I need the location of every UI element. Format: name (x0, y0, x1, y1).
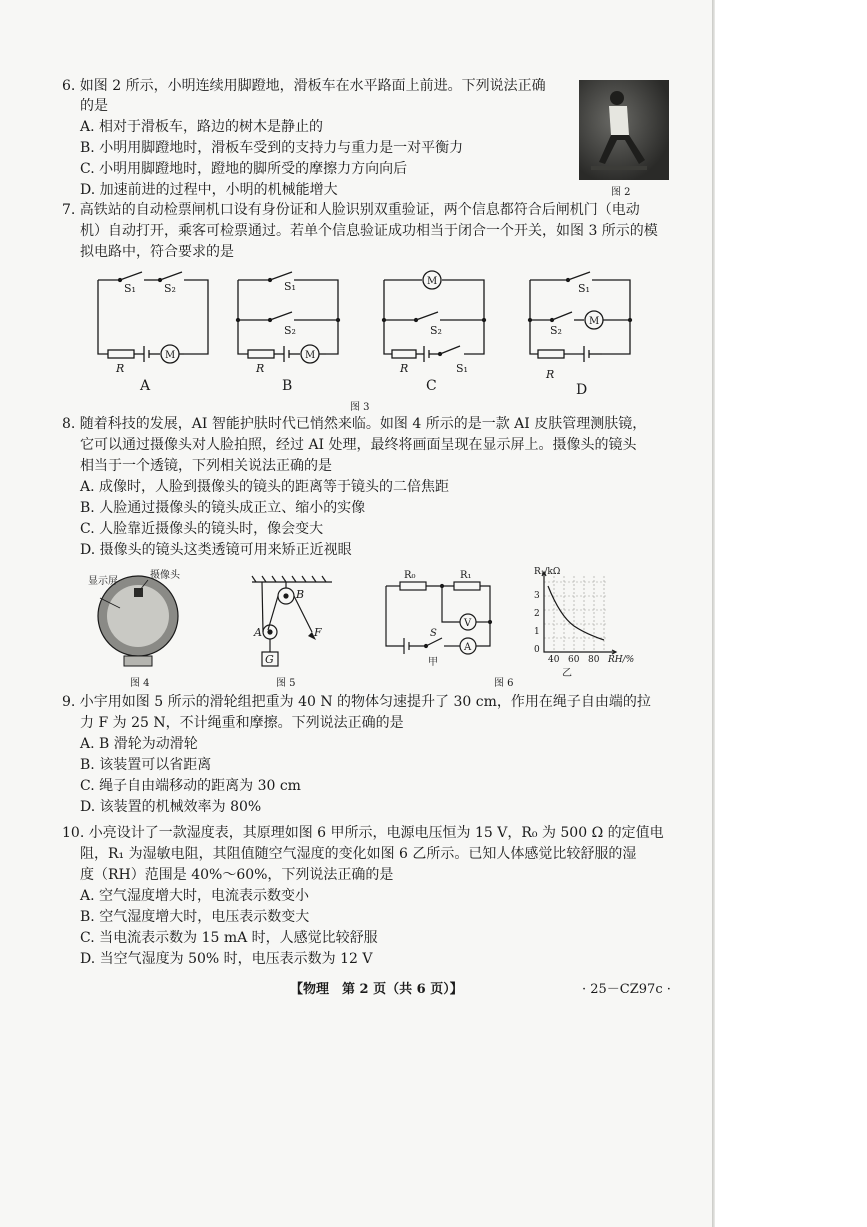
q8-stem-line1: 8. 随着科技的发展，AI 智能护肤时代已悄然来临。如图 4 所示的是一款 AI 皮肤管理测肤镜， (62, 416, 647, 432)
q6-stem-line2: 的是 (80, 98, 108, 114)
q9-option-b: B. 该装置可以省距离 (80, 757, 212, 773)
fig5-caption: 图 5 (276, 678, 296, 689)
circuit-b-label: B (282, 378, 293, 394)
q8-option-d: D. 摄像头的镜头这类透镜可用来矫正近视眼 (80, 542, 352, 558)
q10-option-b: B. 空气湿度增大时，电压表示数变大 (80, 909, 310, 925)
circuit-a-label: A (140, 378, 151, 394)
fig5-label-b: B (296, 588, 305, 601)
q7-stem-line3: 拟电路中，符合要求的是 (80, 244, 234, 260)
circuit-b-s1: S₁ (284, 280, 296, 293)
circuit-c-label: C (426, 378, 437, 394)
circuit-b-motor: M (305, 350, 316, 361)
circuit-a-s2: S₂ (164, 282, 176, 295)
q10-stem-line2: 阻，R₁ 为湿敏电阻，其阻值随空气湿度的变化如图 6 乙所示。已知人体感觉比较舒服的湿 (80, 846, 637, 862)
circuit-d-label: D (576, 382, 588, 398)
q9-option-c: C. 绳子自由端移动的距离为 30 cm (80, 778, 301, 794)
q8-option-b: B. 人脸通过摄像头的镜头成正立、缩小的实像 (80, 500, 366, 516)
q6-stem-line1: 6. 如图 2 所示，小明连续用脚蹬地，滑板车在水平路面上前进。下列说法正确 (62, 78, 546, 94)
graph-ytick-2: 2 (534, 609, 540, 619)
circuit-c-s1: S₁ (456, 362, 468, 375)
circuit-c-motor: M (427, 276, 438, 287)
skateboard-photo (579, 80, 669, 180)
q8-option-c: C. 人脸靠近摄像头的镜头时，像会变大 (80, 521, 324, 537)
q7-stem-line2: 机）自动打开，乘客可检票通过。若单个信息验证成功相当于闭合一个开关，如图 3 所示的模 (80, 223, 658, 239)
fig6-ammeter-label: A (464, 642, 472, 653)
q9-stem-line2: 力 F 为 25 N，不计绳重和摩擦。下列说法正确的是 (80, 715, 404, 731)
humidity-curve (548, 586, 604, 640)
circuit-b-r: R (256, 362, 265, 375)
graph-xtick-40: 40 (548, 655, 560, 665)
fig6-jia-label: 甲 (428, 657, 438, 666)
q6-option-c: C. 小明用脚蹬地时，蹬地的脚所受的摩擦力方向向后 (80, 161, 408, 177)
q8-stem-line2: 它可以通过摄像头对人脸拍照，经过 AI 处理，最终将画面呈现在显示屏上。摄像头的镜头 (80, 437, 637, 453)
scan-margin (712, 0, 867, 1227)
q10-option-c: C. 当电流表示数为 15 mA 时，人感觉比较舒服 (80, 930, 378, 946)
graph-ytick-1: 1 (534, 627, 540, 637)
q6-option-d: D. 加速前进的过程中，小明的机械能增大 (80, 182, 338, 198)
graph-ytick-3: 3 (534, 591, 540, 601)
fig4-camera-label: 摄像头 (150, 570, 180, 581)
circuit-a (98, 272, 208, 363)
circuit-d-s2: S₂ (550, 324, 562, 337)
scan-shadow (712, 0, 715, 1227)
circuit-d-r: R (546, 368, 555, 381)
q10-stem-line1: 10. 小亮设计了一款湿度表，其原理如图 6 甲所示，电源电压恒为 15 V，R₀ 为 500 Ω 的定值电 (62, 825, 664, 841)
q8-option-a: A. 成像时，人脸到摄像头的镜头的距离等于镜头的二倍焦距 (80, 479, 450, 495)
graph-xtick-60: 60 (568, 655, 580, 665)
fig6-switch-label: S (430, 628, 437, 639)
q9-option-d: D. 该装置的机械效率为 80% (80, 799, 262, 815)
q6-option-b: B. 小明用脚蹬地时，滑板车受到的支持力与重力是一对平衡力 (80, 140, 464, 156)
fig5-label-a: A (254, 626, 262, 639)
fig4-skin-mirror (86, 568, 196, 678)
fig6-r0-label: R₀ (404, 570, 416, 581)
circuit-b-s2: S₂ (284, 324, 296, 337)
skater-silhouette (579, 80, 669, 180)
circuit-c-r: R (400, 362, 409, 375)
fig5-label-f: F (314, 626, 322, 639)
fig6-voltmeter-label: V (464, 618, 472, 629)
fig3-circuits (80, 266, 640, 406)
fig6-caption: 图 6 (494, 678, 514, 689)
fig4-caption: 图 4 (130, 678, 150, 689)
circuit-c-s2: S₂ (430, 324, 442, 337)
graph-x-axis-label: RH/% (608, 655, 635, 665)
fig6-r1-label: R₁ (460, 570, 472, 581)
q7-stem-line1: 7. 高铁站的自动检票闸机口设有身份证和人脸识别双重验证，两个信息都符合后闸机门（电动 (62, 202, 640, 218)
fig3-caption: 图 3 (350, 402, 370, 413)
graph-xtick-80: 80 (588, 655, 600, 665)
circuit-d-s1: S₁ (578, 282, 590, 295)
q8-stem-line3: 相当于一个透镜，下列相关说法正确的是 (80, 458, 332, 474)
fig6-circuit (380, 566, 520, 666)
fig5-label-g: G (265, 653, 274, 666)
graph-y-axis-label: R₁/kΩ (534, 567, 561, 577)
circuit-a-s1: S₁ (124, 282, 136, 295)
circuit-a-motor: M (165, 350, 176, 361)
circuit-a-r: R (116, 362, 125, 375)
circuit-d-motor: M (589, 316, 600, 327)
q9-option-a: A. B 滑轮为动滑轮 (80, 736, 198, 752)
fig6-graph (520, 566, 640, 666)
q10-option-a: A. 空气湿度增大时，电流表示数变小 (80, 888, 310, 904)
q10-option-d: D. 当空气湿度为 50% 时，电压表示数为 12 V (80, 951, 373, 967)
fig4-screen-label: 显示屏 (88, 576, 118, 587)
graph-ytick-0: 0 (534, 645, 540, 655)
fig2-caption: 图 2 (611, 187, 631, 198)
q6-option-a: A. 相对于滑板车，路边的树木是静止的 (80, 119, 324, 135)
page-footer: 【物理 第 2 页（共 6 页）】 (290, 982, 463, 997)
fig6-yi-label: 乙 (562, 668, 572, 679)
q10-stem-line3: 度（RH）范围是 40%～60%，下列说法正确的是 (80, 867, 394, 883)
camera-lens (134, 588, 143, 597)
q9-stem-line1: 9. 小宇用如图 5 所示的滑轮组把重为 40 N 的物体匀速提升了 30 cm，作用在绳子自由端的拉 (62, 694, 651, 710)
fig5-pulley (248, 574, 338, 674)
exam-code: · 25－CZ97c · (582, 982, 671, 997)
